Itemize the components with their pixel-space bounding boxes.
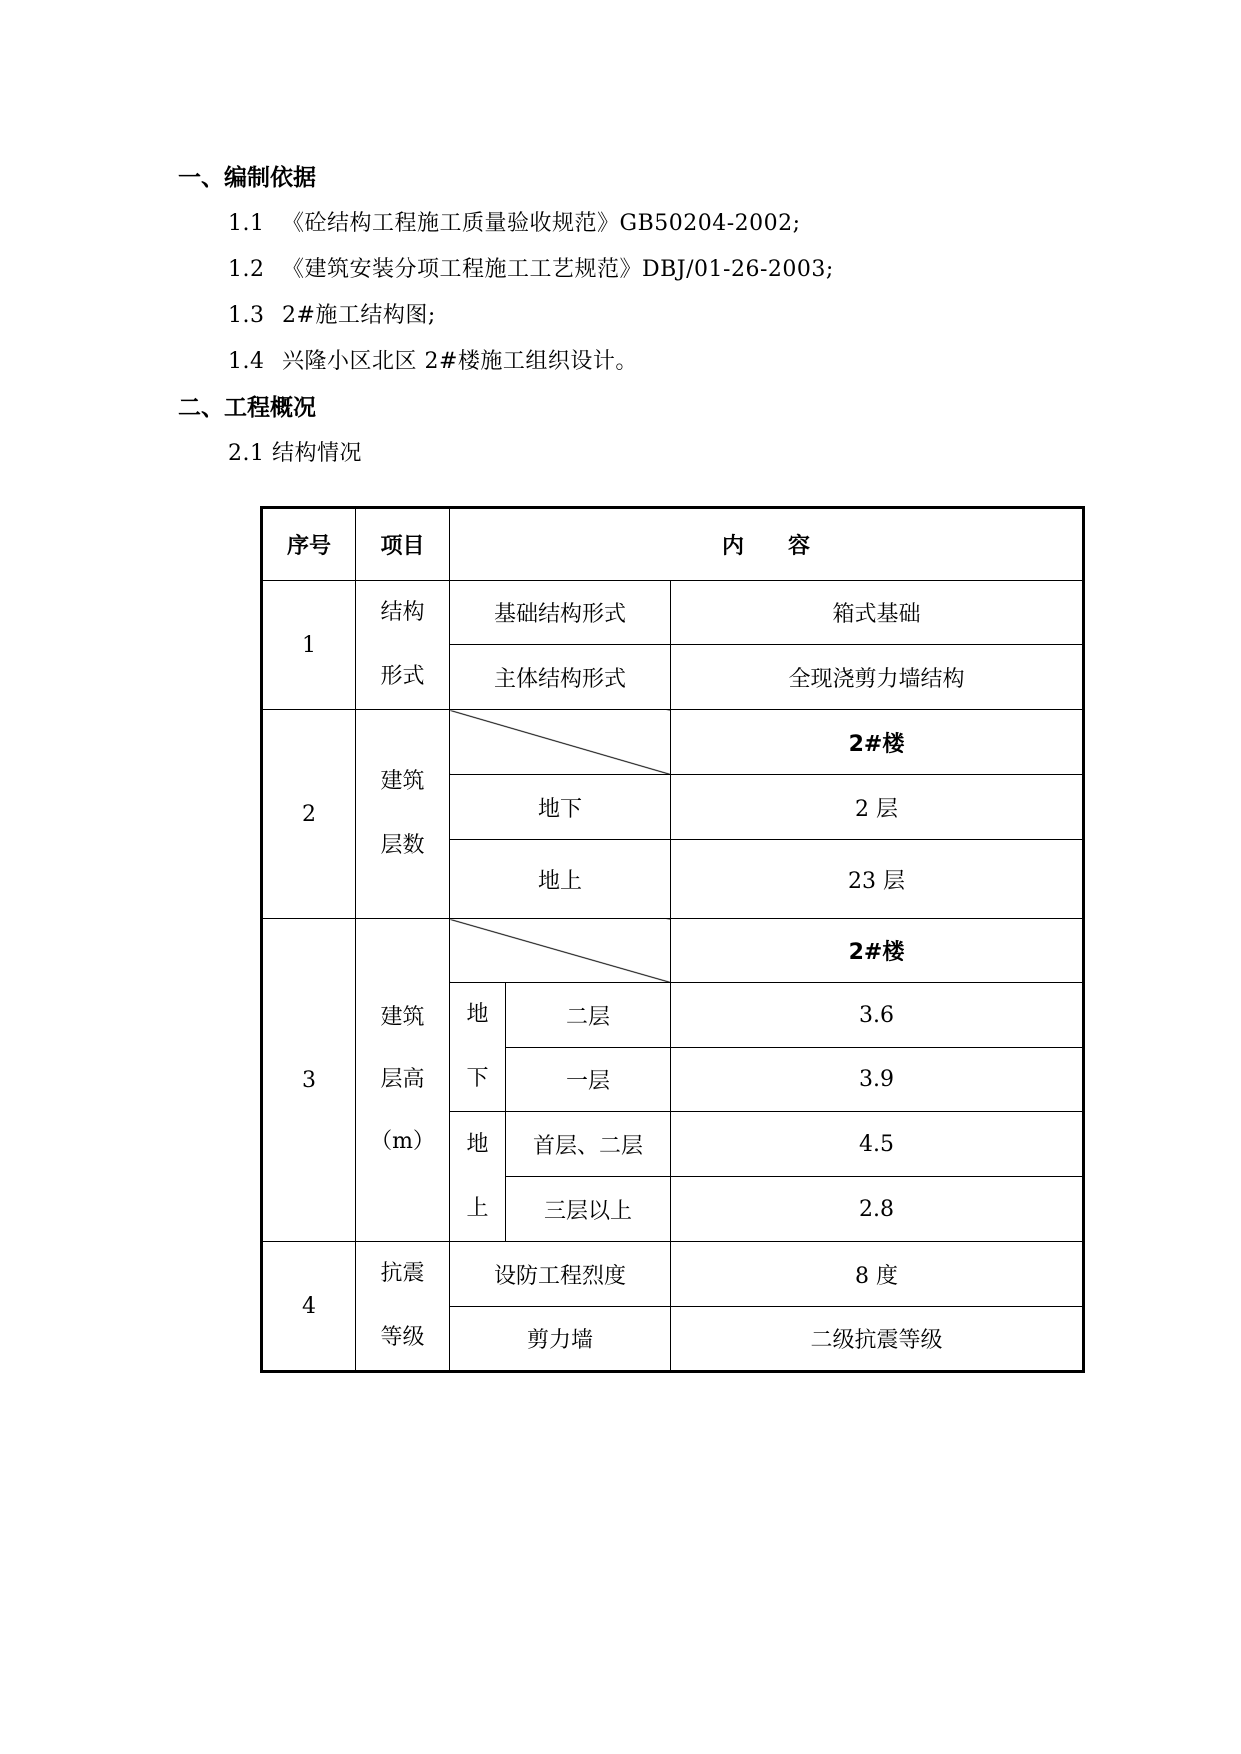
- row2-building: 2#楼: [671, 710, 1084, 775]
- section2-heading: 二、工程概况: [178, 395, 316, 421]
- row3-item: [356, 919, 450, 1242]
- row3-group1: [450, 983, 506, 1112]
- basis-item-3-num: 1.3: [228, 303, 265, 328]
- row1-item-line1: 结构: [380, 600, 425, 625]
- row3-no: 3: [262, 919, 356, 1242]
- row4-b-value: 二级抗震等级: [671, 1307, 1084, 1372]
- row3-r3-label: 首层、二层: [506, 1112, 671, 1177]
- basis-item-4: [228, 347, 638, 377]
- row2-b-label: 地上: [450, 840, 671, 919]
- row2-item-line2: 层数: [380, 833, 425, 858]
- row2-a-label: 地下: [450, 775, 671, 840]
- basis-item-1: [228, 209, 801, 239]
- row2-item-line1: 建筑: [380, 769, 425, 794]
- basis-item-4-num: 1.4: [228, 349, 265, 374]
- basis-item-2: [228, 255, 834, 285]
- table-header-row: [262, 508, 1084, 581]
- row3-group2-char2: 上: [466, 1195, 489, 1221]
- row3-r3-value: 4.5: [671, 1112, 1084, 1177]
- row3-group2-char1: 地: [466, 1131, 489, 1157]
- row3-r4-label: 三层以上: [506, 1177, 671, 1242]
- row3-r1-label: 二层: [506, 983, 671, 1048]
- row4-a-label: 设防工程烈度: [450, 1242, 671, 1307]
- row3-item-line1: 建筑: [380, 1005, 425, 1030]
- table-row: [262, 581, 1084, 645]
- row3-r1-value: 3.6: [671, 983, 1084, 1048]
- header-item: 项目: [356, 508, 450, 581]
- header-content: 内 容: [450, 508, 1084, 581]
- row3-item-line3: （m）: [370, 1129, 435, 1154]
- row3-r2-value: 3.9: [671, 1048, 1084, 1112]
- table-row: [262, 919, 1084, 983]
- header-no: 序号: [262, 508, 356, 581]
- row1-a-value: 箱式基础: [671, 581, 1084, 645]
- row3-diagonal-cell: [450, 919, 671, 983]
- row3-r4-value: 2.8: [671, 1177, 1084, 1242]
- basis-item-3-text: 2#施工结构图;: [282, 303, 436, 328]
- basis-item-1-num: 1.1: [228, 211, 265, 236]
- row2-a-value: 2 层: [671, 775, 1084, 840]
- row2-item: [356, 710, 450, 919]
- row3-building: 2#楼: [671, 919, 1084, 983]
- basis-item-4-text: 兴隆小区北区 2#楼施工组织设计。: [282, 349, 638, 374]
- row3-r2-label: 一层: [506, 1048, 671, 1112]
- basis-item-1-text: 《砼结构工程施工质量验收规范》GB50204-2002;: [282, 211, 801, 236]
- row1-item-line2: 形式: [380, 664, 425, 689]
- row3-item-line2: 层高: [380, 1067, 425, 1092]
- row4-item-line1: 抗震: [380, 1261, 425, 1286]
- row1-b-value: 全现浇剪力墙结构: [671, 645, 1084, 710]
- row4-item-line2: 等级: [380, 1325, 425, 1350]
- row4-no: 4: [262, 1242, 356, 1372]
- row1-a-label: 基础结构形式: [450, 581, 671, 645]
- row2-diagonal-cell: [450, 710, 671, 775]
- row3-group2: [450, 1112, 506, 1242]
- section1-heading: 一、编制依据: [178, 165, 316, 191]
- row3-group1-char1: 地: [466, 1002, 489, 1027]
- table-row: [262, 1242, 1084, 1307]
- table-row: [262, 710, 1084, 775]
- row4-a-value: 8 度: [671, 1242, 1084, 1307]
- row1-b-label: 主体结构形式: [450, 645, 671, 710]
- row1-item: [356, 581, 450, 710]
- structure-table: [260, 506, 1085, 1373]
- section2-subheading: 2.1 结构情况: [228, 441, 362, 466]
- basis-item-3: [228, 301, 436, 331]
- basis-item-2-text: 《建筑安装分项工程施工工艺规范》DBJ/01-26-2003;: [282, 257, 834, 282]
- row2-b-value: 23 层: [671, 840, 1084, 919]
- row4-b-label: 剪力墙: [450, 1307, 671, 1372]
- basis-item-2-num: 1.2: [228, 257, 265, 282]
- row1-no: 1: [262, 581, 356, 710]
- row4-item: [356, 1242, 450, 1372]
- row2-no: 2: [262, 710, 356, 919]
- row3-group1-char2: 下: [466, 1066, 489, 1091]
